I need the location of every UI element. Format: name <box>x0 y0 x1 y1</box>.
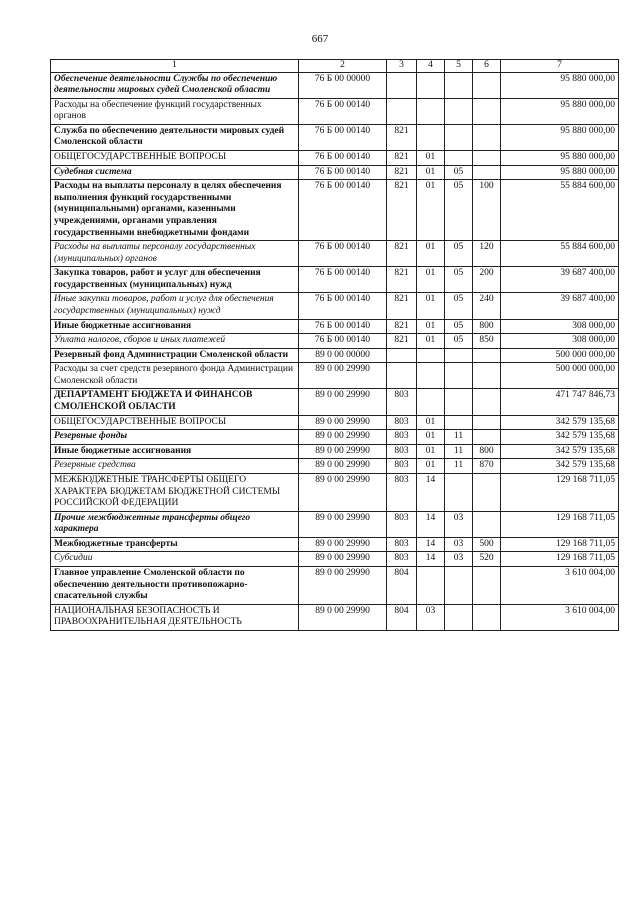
row-name-cell: Главное управление Смоленской области по обеспечению деятельности противопожарно-спасательной службы <box>51 566 299 604</box>
table-row <box>51 319 619 334</box>
table-row <box>51 444 619 459</box>
section-code-cell <box>417 348 445 363</box>
department-code-cell: 803 <box>387 552 417 567</box>
target-code-cell: 89 0 00 29990 <box>299 415 387 430</box>
table-row <box>51 241 619 267</box>
department-code-cell <box>387 363 417 389</box>
expense-type-cell <box>473 124 501 150</box>
section-code-cell: 03 <box>417 604 445 630</box>
row-name-cell: Расходы на выплаты персоналу в целях обеспечения выполнения функций государственными (муниципальными) органами, казенными учреждениями, органами управления государственными внебюджетными фондами <box>51 180 299 241</box>
table-row <box>51 98 619 124</box>
section-code-cell: 01 <box>417 319 445 334</box>
amount-cell: 471 747 846,73 <box>501 389 619 415</box>
subsection-code-cell <box>445 566 473 604</box>
target-code-cell: 76 Б 00 00140 <box>299 180 387 241</box>
target-code-cell: 89 0 00 00000 <box>299 348 387 363</box>
table-row <box>51 473 619 511</box>
section-code-cell: 01 <box>417 165 445 180</box>
department-code-cell: 804 <box>387 566 417 604</box>
section-code-cell: 14 <box>417 537 445 552</box>
section-code-cell: 01 <box>417 430 445 445</box>
subsection-code-cell: 03 <box>445 537 473 552</box>
subsection-code-cell <box>445 389 473 415</box>
target-code-cell: 89 0 00 29990 <box>299 363 387 389</box>
row-name-cell: ДЕПАРТАМЕНТ БЮДЖЕТА И ФИНАНСОВ СМОЛЕНСКОЙ ОБЛАСТИ <box>51 389 299 415</box>
header-row <box>51 60 619 73</box>
department-code-cell: 821 <box>387 334 417 349</box>
subsection-code-cell: 05 <box>445 267 473 293</box>
subsection-code-cell: 05 <box>445 241 473 267</box>
department-code-cell: 821 <box>387 267 417 293</box>
subsection-code-cell <box>445 604 473 630</box>
row-name-cell: ОБЩЕГОСУДАРСТВЕННЫЕ ВОПРОСЫ <box>51 151 299 166</box>
column-header: 5 <box>445 60 473 73</box>
target-code-cell: 89 0 00 29990 <box>299 444 387 459</box>
target-code-cell: 76 Б 00 00140 <box>299 241 387 267</box>
table-row <box>51 566 619 604</box>
row-name-cell: Уплата налогов, сборов и иных платежей <box>51 334 299 349</box>
subsection-code-cell <box>445 348 473 363</box>
amount-cell: 308 000,00 <box>501 319 619 334</box>
section-code-cell: 01 <box>417 293 445 319</box>
table-body <box>51 72 619 630</box>
amount-cell: 129 168 711,05 <box>501 511 619 537</box>
department-code-cell: 821 <box>387 293 417 319</box>
department-code-cell: 821 <box>387 124 417 150</box>
subsection-code-cell <box>445 473 473 511</box>
table-row <box>51 293 619 319</box>
department-code-cell: 821 <box>387 151 417 166</box>
table-row <box>51 124 619 150</box>
amount-cell: 129 168 711,05 <box>501 552 619 567</box>
table-row <box>51 389 619 415</box>
section-code-cell: 01 <box>417 444 445 459</box>
subsection-code-cell: 03 <box>445 511 473 537</box>
target-code-cell: 89 0 00 29990 <box>299 459 387 474</box>
column-header: 1 <box>51 60 299 73</box>
row-name-cell: Межбюджетные трансферты <box>51 537 299 552</box>
expense-type-cell <box>473 604 501 630</box>
row-name-cell: Субсидии <box>51 552 299 567</box>
subsection-code-cell <box>445 363 473 389</box>
page-number: 667 <box>311 33 329 45</box>
expense-type-cell <box>473 511 501 537</box>
table-row <box>51 72 619 98</box>
section-code-cell <box>417 363 445 389</box>
subsection-code-cell <box>445 72 473 98</box>
subsection-code-cell: 05 <box>445 180 473 241</box>
amount-cell: 129 168 711,05 <box>501 537 619 552</box>
expense-type-cell <box>473 389 501 415</box>
expense-type-cell <box>473 415 501 430</box>
expense-type-cell <box>473 566 501 604</box>
amount-cell: 39 687 400,00 <box>501 267 619 293</box>
amount-cell: 95 880 000,00 <box>501 98 619 124</box>
target-code-cell: 76 Б 00 00140 <box>299 267 387 293</box>
row-name-cell: Расходы за счет средств резервного фонда Администрации Смоленской области <box>51 363 299 389</box>
expense-type-cell: 850 <box>473 334 501 349</box>
row-name-cell: ОБЩЕГОСУДАРСТВЕННЫЕ ВОПРОСЫ <box>51 415 299 430</box>
expense-type-cell <box>473 151 501 166</box>
row-name-cell: Иные бюджетные ассигнования <box>51 444 299 459</box>
section-code-cell: 01 <box>417 151 445 166</box>
department-code-cell: 803 <box>387 511 417 537</box>
target-code-cell: 89 0 00 29990 <box>299 389 387 415</box>
target-code-cell: 76 Б 00 00140 <box>299 98 387 124</box>
target-code-cell: 89 0 00 29990 <box>299 537 387 552</box>
subsection-code-cell: 11 <box>445 430 473 445</box>
table-row <box>51 363 619 389</box>
amount-cell: 342 579 135,68 <box>501 415 619 430</box>
table-row <box>51 537 619 552</box>
table-row <box>51 165 619 180</box>
subsection-code-cell <box>445 124 473 150</box>
target-code-cell: 76 Б 00 00140 <box>299 334 387 349</box>
row-name-cell: Обеспечение деятельности Службы по обеспечению деятельности мировых судей Смоленской области <box>51 72 299 98</box>
subsection-code-cell: 05 <box>445 334 473 349</box>
expense-type-cell: 200 <box>473 267 501 293</box>
department-code-cell: 803 <box>387 444 417 459</box>
row-name-cell: Закупка товаров, работ и услуг для обеспечения государственных (муниципальных) нужд <box>51 267 299 293</box>
expense-type-cell: 520 <box>473 552 501 567</box>
table-row <box>51 151 619 166</box>
table-row <box>51 415 619 430</box>
amount-cell: 500 000 000,00 <box>501 363 619 389</box>
section-code-cell <box>417 124 445 150</box>
subsection-code-cell: 03 <box>445 552 473 567</box>
amount-cell: 55 884 600,00 <box>501 180 619 241</box>
section-code-cell: 14 <box>417 511 445 537</box>
expense-type-cell <box>473 165 501 180</box>
subsection-code-cell: 11 <box>445 459 473 474</box>
table-row <box>51 180 619 241</box>
section-code-cell: 01 <box>417 267 445 293</box>
section-code-cell: 01 <box>417 241 445 267</box>
row-name-cell: Резервный фонд Администрации Смоленской области <box>51 348 299 363</box>
department-code-cell: 821 <box>387 165 417 180</box>
amount-cell: 55 884 600,00 <box>501 241 619 267</box>
subsection-code-cell <box>445 415 473 430</box>
row-name-cell: Служба по обеспечению деятельности мировых судей Смоленской области <box>51 124 299 150</box>
department-code-cell: 803 <box>387 389 417 415</box>
target-code-cell: 89 0 00 29990 <box>299 604 387 630</box>
department-code-cell: 821 <box>387 180 417 241</box>
section-code-cell <box>417 98 445 124</box>
expense-type-cell: 870 <box>473 459 501 474</box>
section-code-cell: 01 <box>417 459 445 474</box>
row-name-cell: Расходы на выплаты персоналу государственных (муниципальных) органов <box>51 241 299 267</box>
table-row <box>51 430 619 445</box>
subsection-code-cell: 05 <box>445 293 473 319</box>
expense-type-cell <box>473 363 501 389</box>
department-code-cell: 803 <box>387 415 417 430</box>
department-code-cell: 803 <box>387 459 417 474</box>
amount-cell: 342 579 135,68 <box>501 430 619 445</box>
section-code-cell: 14 <box>417 552 445 567</box>
target-code-cell: 76 Б 00 00140 <box>299 124 387 150</box>
column-header: 4 <box>417 60 445 73</box>
expense-type-cell <box>473 72 501 98</box>
department-code-cell: 821 <box>387 241 417 267</box>
subsection-code-cell: 11 <box>445 444 473 459</box>
column-header: 7 <box>501 60 619 73</box>
amount-cell: 39 687 400,00 <box>501 293 619 319</box>
target-code-cell: 76 Б 00 00140 <box>299 319 387 334</box>
target-code-cell: 76 Б 00 00140 <box>299 165 387 180</box>
amount-cell: 95 880 000,00 <box>501 151 619 166</box>
amount-cell: 95 880 000,00 <box>501 124 619 150</box>
expense-type-cell <box>473 348 501 363</box>
expense-type-cell: 500 <box>473 537 501 552</box>
target-code-cell: 89 0 00 29990 <box>299 473 387 511</box>
column-header: 3 <box>387 60 417 73</box>
expense-type-cell <box>473 98 501 124</box>
row-name-cell: МЕЖБЮДЖЕТНЫЕ ТРАНСФЕРТЫ ОБЩЕГО ХАРАКТЕРА БЮДЖЕТАМ БЮДЖЕТНОЙ СИСТЕМЫ РОССИЙСКОЙ ФЕДЕРАЦИИ <box>51 473 299 511</box>
row-name-cell: Иные закупки товаров, работ и услуг для обеспечения государственных (муниципальных) нужд <box>51 293 299 319</box>
row-name-cell: Резервные средства <box>51 459 299 474</box>
expense-type-cell <box>473 473 501 511</box>
department-code-cell: 803 <box>387 473 417 511</box>
amount-cell: 3 610 004,00 <box>501 604 619 630</box>
expense-type-cell <box>473 430 501 445</box>
amount-cell: 308 000,00 <box>501 334 619 349</box>
section-code-cell: 14 <box>417 473 445 511</box>
column-header: 2 <box>299 60 387 73</box>
department-code-cell: 803 <box>387 430 417 445</box>
subsection-code-cell <box>445 151 473 166</box>
target-code-cell: 89 0 00 29990 <box>299 511 387 537</box>
expense-type-cell: 800 <box>473 444 501 459</box>
section-code-cell: 01 <box>417 415 445 430</box>
table-row <box>51 604 619 630</box>
expense-type-cell: 100 <box>473 180 501 241</box>
amount-cell: 129 168 711,05 <box>501 473 619 511</box>
department-code-cell: 804 <box>387 604 417 630</box>
row-name-cell: НАЦИОНАЛЬНАЯ БЕЗОПАСНОСТЬ И ПРАВООХРАНИТЕЛЬНАЯ ДЕЯТЕЛЬНОСТЬ <box>51 604 299 630</box>
expense-type-cell: 800 <box>473 319 501 334</box>
row-name-cell: Иные бюджетные ассигнования <box>51 319 299 334</box>
row-name-cell: Резервные фонды <box>51 430 299 445</box>
amount-cell: 342 579 135,68 <box>501 459 619 474</box>
section-code-cell <box>417 72 445 98</box>
department-code-cell: 821 <box>387 319 417 334</box>
department-code-cell <box>387 348 417 363</box>
department-code-cell: 803 <box>387 537 417 552</box>
section-code-cell: 01 <box>417 334 445 349</box>
row-name-cell: Прочие межбюджетные трансферты общего характера <box>51 511 299 537</box>
table-row <box>51 552 619 567</box>
target-code-cell: 89 0 00 29990 <box>299 552 387 567</box>
table-row <box>51 348 619 363</box>
amount-cell: 500 000 000,00 <box>501 348 619 363</box>
expense-type-cell: 120 <box>473 241 501 267</box>
subsection-code-cell: 05 <box>445 319 473 334</box>
subsection-code-cell <box>445 98 473 124</box>
amount-cell: 95 880 000,00 <box>501 165 619 180</box>
section-code-cell <box>417 566 445 604</box>
target-code-cell: 76 Б 00 00000 <box>299 72 387 98</box>
department-code-cell <box>387 98 417 124</box>
target-code-cell: 89 0 00 29990 <box>299 566 387 604</box>
target-code-cell: 76 Б 00 00140 <box>299 293 387 319</box>
table-row <box>51 267 619 293</box>
expense-type-cell: 240 <box>473 293 501 319</box>
section-code-cell: 01 <box>417 180 445 241</box>
amount-cell: 95 880 000,00 <box>501 72 619 98</box>
table-row <box>51 334 619 349</box>
subsection-code-cell: 05 <box>445 165 473 180</box>
column-header: 6 <box>473 60 501 73</box>
section-code-cell <box>417 389 445 415</box>
budget-table <box>50 59 619 631</box>
table-row <box>51 459 619 474</box>
department-code-cell <box>387 72 417 98</box>
row-name-cell: Судебная система <box>51 165 299 180</box>
amount-cell: 342 579 135,68 <box>501 444 619 459</box>
row-name-cell: Расходы на обеспечение функций государственных органов <box>51 98 299 124</box>
amount-cell: 3 610 004,00 <box>501 566 619 604</box>
target-code-cell: 89 0 00 29990 <box>299 430 387 445</box>
table-row <box>51 511 619 537</box>
target-code-cell: 76 Б 00 00140 <box>299 151 387 166</box>
